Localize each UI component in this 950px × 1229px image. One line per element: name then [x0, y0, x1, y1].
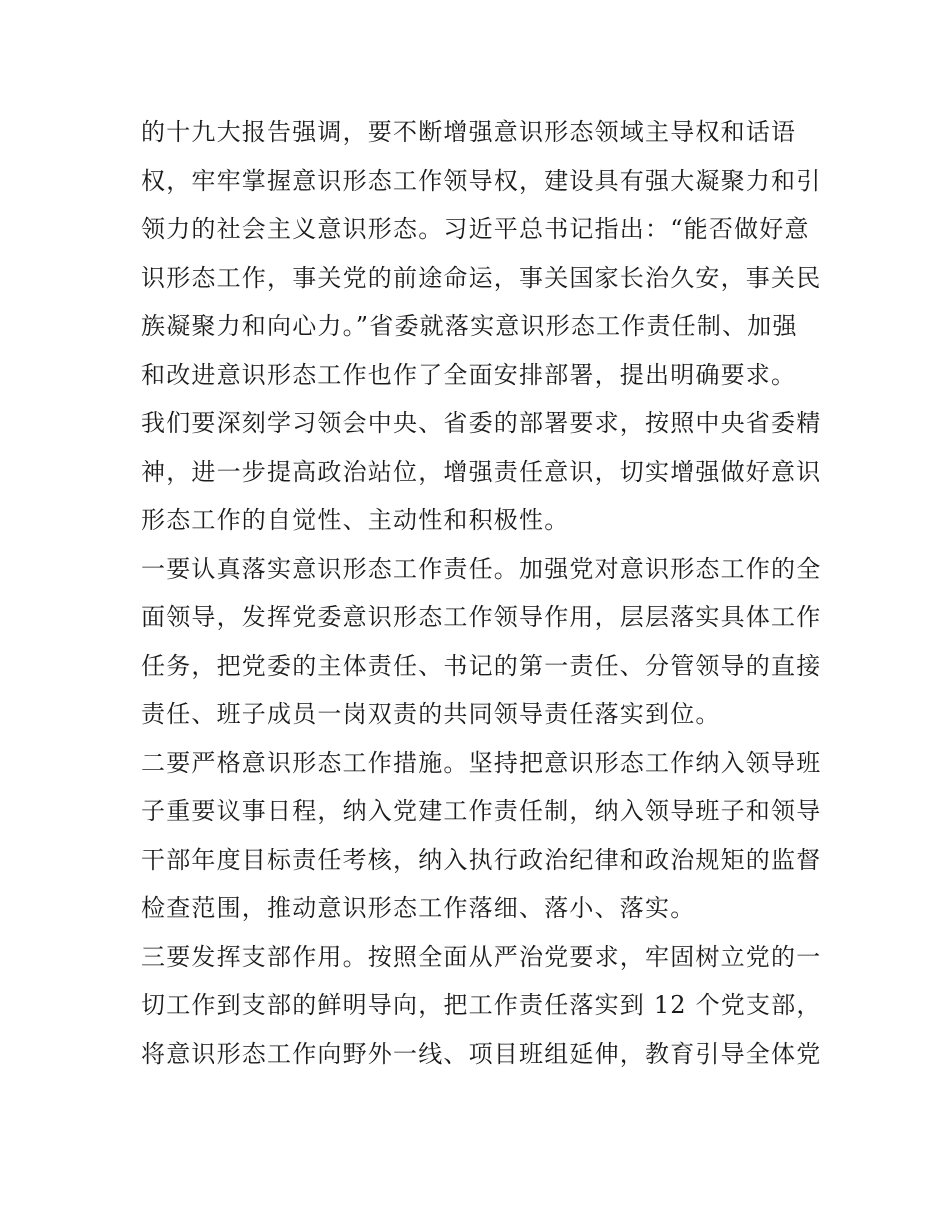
text-line: 面领导，发挥党委意识形态工作领导作用，层层落实具体工作 — [141, 603, 822, 631]
text-line: 权，牢牢掌握意识形态工作领导权，建设具有强大凝聚力和引 — [141, 166, 822, 195]
text-line: 检查范围，推动意识形态工作落细、落小、落实。 — [141, 894, 696, 922]
text-line: 和改进意识形态工作也作了全面安排部署，提出明确要求。 — [141, 360, 797, 389]
text-line: 二要严格意识形态工作措施。坚持把意识形态工作纳入领导班 — [141, 748, 822, 777]
text-line: 我们要深刻学习领会中央、省委的部署要求，按照中央省委精 — [141, 409, 822, 437]
body-text — [141, 108, 821, 1078]
text-line: 一要认真落实意识形态工作责任。加强党对意识形态工作的全 — [141, 554, 822, 583]
text-line: 的十九大报告强调，要不断增强意识形态领域主导权和话语 — [141, 118, 797, 146]
text-line: 干部年度目标责任考核，纳入执行政治纪律和政治规矩的监督 — [141, 845, 822, 874]
text-line: 切工作到支部的鲜明导向，把工作责任落实到 12 个党支部， — [141, 991, 822, 1019]
text-line: 任务，把党委的主体责任、书记的第一责任、分管领导的直接 — [141, 651, 822, 680]
text-line: 识形态工作，事关党的前途命运，事关国家长治久安，事关民 — [141, 263, 822, 292]
text-line: 形态工作的自觉性、主动性和积极性。 — [141, 506, 570, 534]
text-line: 将意识形态工作向野外一线、项目班组延伸，教育引导全体党 — [141, 1039, 822, 1068]
text-line: 三要发挥支部作用。按照全面从严治党要求，牢固树立党的一 — [141, 942, 822, 971]
text-line: 神，进一步提高政治站位，增强责任意识，切实增强做好意识 — [141, 457, 822, 486]
text-line: 族凝聚力和向心力。”省委就落实意识形态工作责任制、加强 — [141, 312, 798, 340]
text-line: 领力的社会主义意识形态。习近平总书记指出：“能否做好意 — [141, 215, 810, 243]
text-line: 子重要议事日程，纳入党建工作责任制，纳入领导班子和领导 — [141, 797, 822, 825]
text-line: 责任、班子成员一岗双责的共同领导责任落实到位。 — [141, 700, 721, 728]
